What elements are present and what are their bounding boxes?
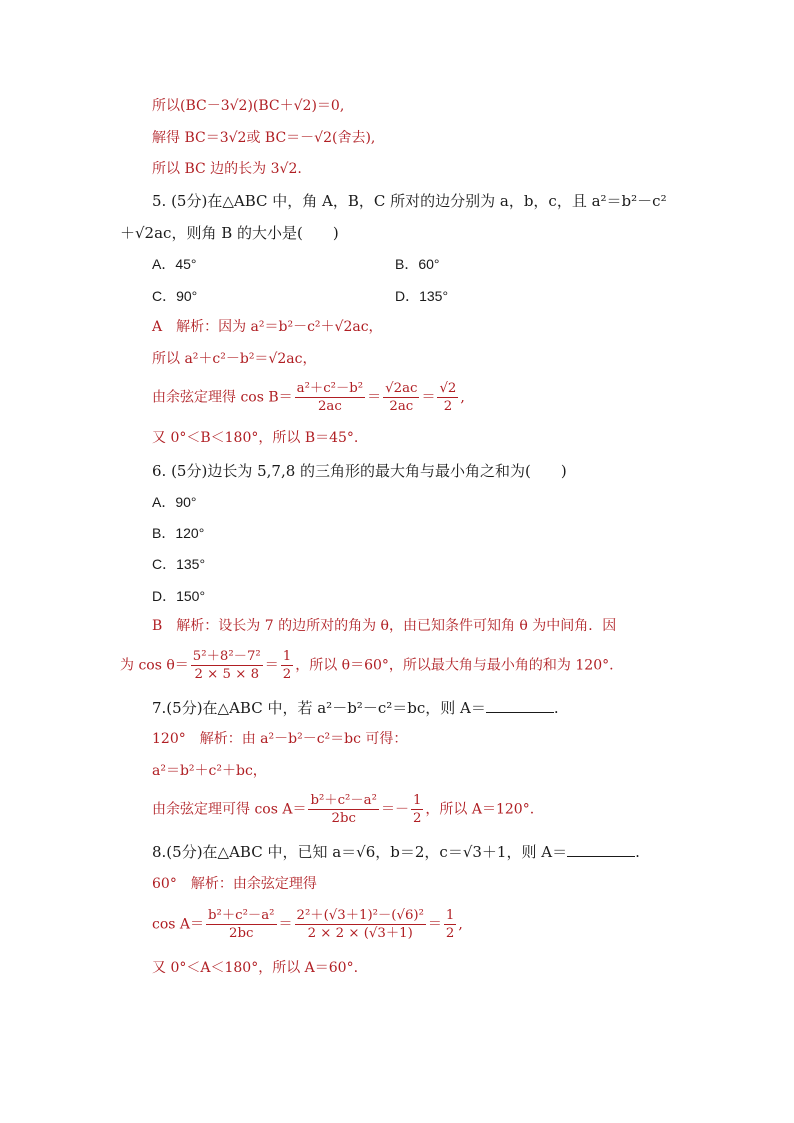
q5-answer-line: A 解析：因为 a²＝b²－c²＋√2ac，	[152, 319, 383, 335]
fraction-denominator: 2ac	[389, 399, 414, 414]
q8-answer-line: 60° 解析：由余弦定理得	[152, 876, 317, 892]
answer-blank	[486, 700, 554, 713]
q5-option-b: B．60°	[395, 256, 440, 272]
fraction-numerator: √2ac	[385, 381, 418, 396]
question-6-stem: 6. (5分)边长为 5,7,8 的三角形的最大角与最小角之和为( )	[152, 462, 567, 480]
q6-answer-formula: 为 cos θ＝ $\frac{\text{5²＋8²－7²}}{2 \times 5 \times 8}$ ＝ $\frac{1}{2}$ ，所以 θ＝60°，所以最大角与最小角的和为 120°.	[120, 649, 614, 682]
fraction	[191, 648, 263, 683]
q5-answer-line: 所以 a²＋c²－b²＝√2ac，	[152, 351, 317, 367]
q7-answer-line: 120° 解析：由 a²－b²－c²＝bc 可得：	[152, 731, 408, 747]
formula-prefix: 由余弦定理得 cos B＝	[152, 389, 293, 406]
fraction	[437, 380, 458, 415]
fraction	[383, 380, 419, 415]
fraction	[281, 648, 293, 683]
q6-option-b: B．120°	[152, 525, 205, 541]
solution-line: 所以(BC－3√2)(BC＋√2)＝0,	[152, 98, 345, 114]
fraction-denominator: 2	[445, 926, 455, 941]
fraction	[295, 380, 365, 415]
q7-answer-formula: 由余弦定理可得 cos A＝ $\frac{\text{b²＋c²－a²}}{2bc}$ ＝－ $\frac{1}{2}$ ，所以 A＝120°.	[152, 793, 535, 826]
fraction-denominator: 2	[443, 399, 453, 414]
fraction-numerator: 2²＋(√3＋1)²－(√6)²	[296, 908, 424, 923]
fraction-numerator: 1	[412, 793, 422, 808]
fraction-denominator: 2 × 2 × (√3＋1)	[307, 926, 413, 941]
fraction-denominator: 2 × 5 × 8	[194, 667, 260, 682]
q6-option-d: D．150°	[152, 588, 206, 604]
formula-suffix: ，所以 θ＝60°，所以最大角与最小角的和为 120°.	[295, 657, 614, 674]
question-5-stem: 5. (5分)在△ABC 中，角 A，B，C 所对的边分别为 a，b，c，且 a²＝b²－c²	[152, 192, 667, 210]
fraction	[206, 907, 276, 942]
q5-answer-line: 又 0°＜B＜180°，所以 B＝45°.	[152, 430, 359, 446]
fraction	[444, 907, 456, 942]
fraction-denominator: 2bc	[331, 811, 356, 826]
question-text-end: .	[553, 699, 559, 717]
q6-option-a: A．90°	[152, 494, 197, 510]
question-text: 8.(5分)在△ABC 中，已知 a＝√6，b＝2，c＝√3＋1，则 A＝	[152, 843, 568, 861]
question-7-stem	[152, 699, 559, 717]
q6-answer-line: B 解析：设长为 7 的边所对的角为 θ，由已知条件可知角 θ 为中间角．因	[152, 618, 617, 634]
fraction-denominator: 2	[282, 667, 292, 682]
formula-prefix: 为 cos θ＝	[120, 657, 189, 674]
solution-line: 解得 BC＝3√2或 BC＝－√2(舍去),	[152, 130, 376, 146]
q5-option-d: D．135°	[395, 288, 449, 304]
q6-option-c: C．135°	[152, 556, 206, 572]
fraction-denominator: 2bc	[229, 926, 254, 941]
fraction-numerator: 5²＋8²－7²	[192, 649, 261, 664]
fraction-numerator: 1	[282, 649, 292, 664]
q5-option-c: C．90°	[152, 288, 198, 304]
fraction-numerator: 1	[445, 908, 455, 923]
q5-answer-formula: 由余弦定理得 cos B＝ $\frac{\text{a²＋c²－b²}}{2ac}$ ＝ $\frac{√2ac}{2ac}$ ＝ $\frac{√2}{2}$ ,	[152, 381, 465, 414]
fraction-numerator: √2	[439, 381, 457, 396]
fraction-numerator: b²＋c²－a²	[208, 908, 275, 923]
question-8-stem	[152, 843, 640, 861]
answer-blank	[567, 844, 635, 857]
fraction-numerator: b²＋c²－a²	[310, 793, 377, 808]
question-5-stem-cont: ＋√2ac，则角 B 的大小是( )	[120, 224, 339, 242]
formula-prefix: cos A＝	[152, 916, 205, 933]
q8-answer-formula: cos A＝ $\frac{\text{b²＋c²－a²}}{2bc}$ ＝ $\frac{\text{2²＋(√3＋1)²－(√6)²}}{2 \times 2 \times (√3+1)}$ ＝ $\frac{1}{2}$ ,	[152, 908, 463, 941]
q7-answer-line: a²＝b²＋c²＋bc，	[152, 763, 267, 779]
formula-suffix: ，所以 A＝120°.	[425, 801, 535, 818]
question-text: 7.(5分)在△ABC 中，若 a²－b²－c²＝bc，则 A＝	[152, 699, 486, 717]
question-text-end: .	[635, 843, 640, 861]
fraction	[411, 792, 423, 827]
fraction-denominator: 2	[412, 811, 422, 826]
q5-option-a: A．45°	[152, 256, 197, 272]
q8-answer-line: 又 0°＜A＜180°，所以 A＝60°.	[152, 960, 359, 976]
formula-prefix: 由余弦定理可得 cos A＝	[152, 801, 307, 818]
fraction	[308, 792, 378, 827]
solution-line: 所以 BC 边的长为 3√2.	[152, 161, 302, 177]
fraction-numerator: a²＋c²－b²	[296, 381, 364, 396]
fraction	[295, 907, 426, 942]
fraction-denominator: 2ac	[317, 399, 342, 414]
